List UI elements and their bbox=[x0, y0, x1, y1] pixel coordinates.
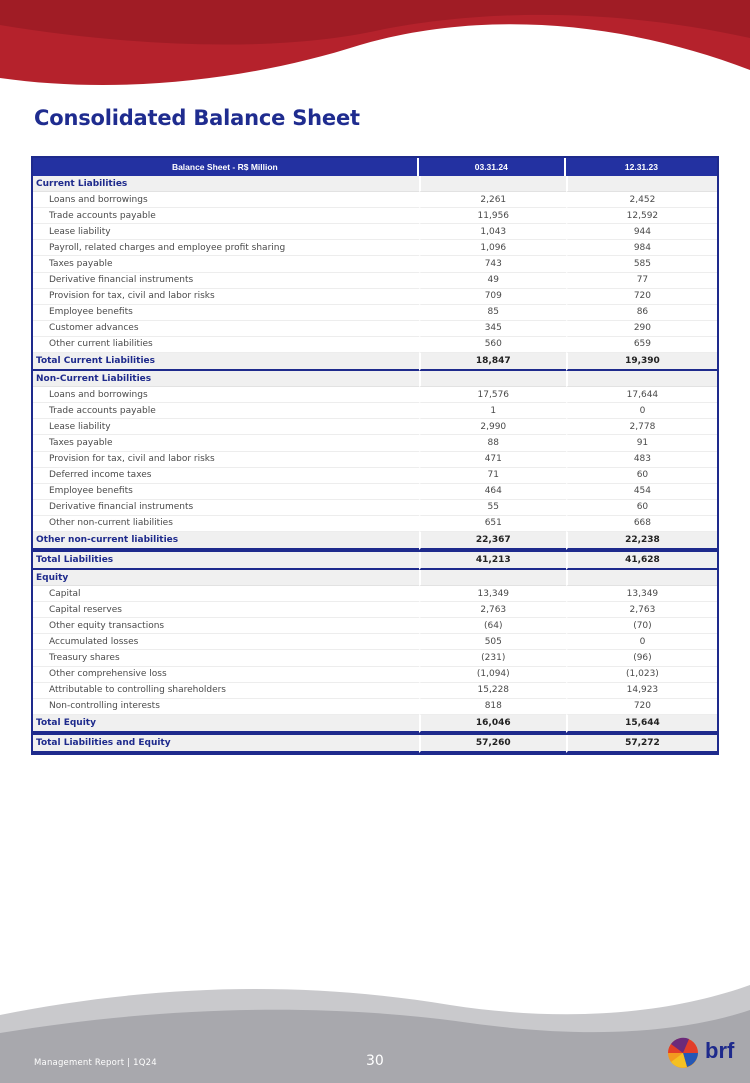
value-03-31-24: 560 bbox=[419, 337, 566, 353]
row-label: Trade accounts payable bbox=[33, 403, 419, 419]
value-03-31-24: 1,043 bbox=[419, 224, 566, 240]
empty-cell bbox=[566, 371, 717, 387]
value-12-31-23: 77 bbox=[566, 273, 717, 289]
value-12-31-23: 60 bbox=[566, 500, 717, 516]
row-label: Total Liabilities and Equity bbox=[33, 735, 419, 753]
table-row bbox=[33, 403, 717, 419]
row-label: Employee benefits bbox=[33, 484, 419, 500]
value-12-31-23: 60 bbox=[566, 468, 717, 484]
section-heading: Current Liabilities bbox=[33, 176, 419, 192]
row-label: Treasury shares bbox=[33, 650, 419, 666]
table-row bbox=[33, 273, 717, 289]
table-row bbox=[33, 208, 717, 224]
row-label: Non-controlling interests bbox=[33, 699, 419, 715]
value-03-31-24: 471 bbox=[419, 452, 566, 468]
row-label: Other equity transactions bbox=[33, 618, 419, 634]
table-row bbox=[33, 667, 717, 683]
row-label: Derivative financial instruments bbox=[33, 500, 419, 516]
value-03-31-24: 345 bbox=[419, 321, 566, 337]
value-12-31-23: 0 bbox=[566, 634, 717, 650]
value-12-31-23: 0 bbox=[566, 403, 717, 419]
table-row bbox=[33, 452, 717, 468]
value-12-31-23: (70) bbox=[566, 618, 717, 634]
row-label: Total Current Liabilities bbox=[33, 353, 419, 371]
section-heading: Equity bbox=[33, 570, 419, 586]
value-03-31-24: 22,367 bbox=[419, 532, 566, 550]
value-12-31-23: 2,452 bbox=[566, 192, 717, 208]
value-03-31-24: 17,576 bbox=[419, 387, 566, 403]
table-row bbox=[33, 602, 717, 618]
value-03-31-24: 1 bbox=[419, 403, 566, 419]
table-row bbox=[33, 256, 717, 272]
section-heading-row bbox=[33, 176, 717, 192]
header-period-2: 12.31.23 bbox=[566, 158, 717, 176]
grand-total-row bbox=[33, 735, 717, 753]
value-12-31-23: 12,592 bbox=[566, 208, 717, 224]
value-03-31-24: 41,213 bbox=[419, 552, 566, 570]
value-12-31-23: 19,390 bbox=[566, 353, 717, 371]
table-row bbox=[33, 683, 717, 699]
value-03-31-24: 16,046 bbox=[419, 715, 566, 733]
row-label: Employee benefits bbox=[33, 305, 419, 321]
row-label: Loans and borrowings bbox=[33, 192, 419, 208]
value-12-31-23: 86 bbox=[566, 305, 717, 321]
header-wave bbox=[0, 0, 750, 92]
value-12-31-23: 585 bbox=[566, 256, 717, 272]
table-row bbox=[33, 337, 717, 353]
table-row bbox=[33, 484, 717, 500]
value-03-31-24: 505 bbox=[419, 634, 566, 650]
value-12-31-23: 944 bbox=[566, 224, 717, 240]
table-row bbox=[33, 516, 717, 532]
empty-cell bbox=[566, 570, 717, 586]
table-row bbox=[33, 586, 717, 602]
value-12-31-23: 984 bbox=[566, 240, 717, 256]
value-12-31-23: 41,628 bbox=[566, 552, 717, 570]
value-03-31-24: 15,228 bbox=[419, 683, 566, 699]
table-row bbox=[33, 435, 717, 451]
header-period-1: 03.31.24 bbox=[419, 158, 566, 176]
row-label: Capital bbox=[33, 586, 419, 602]
row-label: Taxes payable bbox=[33, 435, 419, 451]
section-heading-row bbox=[33, 371, 717, 387]
row-label: Total Equity bbox=[33, 715, 419, 733]
row-label: Accumulated losses bbox=[33, 634, 419, 650]
table-header-row bbox=[33, 158, 717, 176]
value-03-31-24: 55 bbox=[419, 500, 566, 516]
value-12-31-23: 14,923 bbox=[566, 683, 717, 699]
value-12-31-23: 22,238 bbox=[566, 532, 717, 550]
value-12-31-23: 454 bbox=[566, 484, 717, 500]
section-total-row bbox=[33, 353, 717, 371]
table-row bbox=[33, 192, 717, 208]
table-row bbox=[33, 618, 717, 634]
value-12-31-23: 2,778 bbox=[566, 419, 717, 435]
page-title: Consolidated Balance Sheet bbox=[34, 106, 360, 130]
empty-cell bbox=[566, 176, 717, 192]
row-label: Lease liability bbox=[33, 419, 419, 435]
value-12-31-23: 91 bbox=[566, 435, 717, 451]
value-03-31-24: 13,349 bbox=[419, 586, 566, 602]
value-12-31-23: 720 bbox=[566, 699, 717, 715]
value-03-31-24: 818 bbox=[419, 699, 566, 715]
row-label: Customer advances bbox=[33, 321, 419, 337]
table-row bbox=[33, 468, 717, 484]
table-row bbox=[33, 224, 717, 240]
value-03-31-24: 71 bbox=[419, 468, 566, 484]
row-label: Lease liability bbox=[33, 224, 419, 240]
row-label: Total Liabilities bbox=[33, 552, 419, 570]
empty-cell bbox=[419, 371, 566, 387]
table-row bbox=[33, 419, 717, 435]
total-liabilities-row bbox=[33, 552, 717, 570]
row-label: Trade accounts payable bbox=[33, 208, 419, 224]
empty-cell bbox=[419, 570, 566, 586]
table-row bbox=[33, 634, 717, 650]
value-12-31-23: 290 bbox=[566, 321, 717, 337]
value-03-31-24: 88 bbox=[419, 435, 566, 451]
total-equity-row bbox=[33, 715, 717, 733]
table-body bbox=[33, 176, 717, 753]
empty-cell bbox=[419, 176, 566, 192]
section-heading: Non-Current Liabilities bbox=[33, 371, 419, 387]
section-heading-row bbox=[33, 570, 717, 586]
value-03-31-24: 85 bbox=[419, 305, 566, 321]
value-12-31-23: (96) bbox=[566, 650, 717, 666]
value-12-31-23: 17,644 bbox=[566, 387, 717, 403]
table-row bbox=[33, 500, 717, 516]
value-12-31-23: 15,644 bbox=[566, 715, 717, 733]
row-label: Loans and borrowings bbox=[33, 387, 419, 403]
value-03-31-24: (231) bbox=[419, 650, 566, 666]
header-label: Balance Sheet - R$ Million bbox=[33, 158, 419, 176]
row-label: Other comprehensive loss bbox=[33, 667, 419, 683]
row-label: Provision for tax, civil and labor risks bbox=[33, 289, 419, 305]
value-03-31-24: 464 bbox=[419, 484, 566, 500]
table-row bbox=[33, 240, 717, 256]
value-03-31-24: 2,990 bbox=[419, 419, 566, 435]
value-03-31-24: 651 bbox=[419, 516, 566, 532]
value-03-31-24: 2,763 bbox=[419, 602, 566, 618]
value-12-31-23: 2,763 bbox=[566, 602, 717, 618]
value-12-31-23: 57,272 bbox=[566, 735, 717, 753]
row-label: Derivative financial instruments bbox=[33, 273, 419, 289]
row-label: Attributable to controlling shareholders bbox=[33, 683, 419, 699]
row-label: Deferred income taxes bbox=[33, 468, 419, 484]
value-03-31-24: 709 bbox=[419, 289, 566, 305]
value-03-31-24: 1,096 bbox=[419, 240, 566, 256]
balance-sheet-table bbox=[31, 156, 719, 755]
row-label: Taxes payable bbox=[33, 256, 419, 272]
row-label: Capital reserves bbox=[33, 602, 419, 618]
table-row bbox=[33, 305, 717, 321]
row-label: Other non-current liabilities bbox=[33, 532, 419, 550]
value-12-31-23: 659 bbox=[566, 337, 717, 353]
page-number: 30 bbox=[366, 1053, 384, 1069]
value-03-31-24: 743 bbox=[419, 256, 566, 272]
table-row bbox=[33, 289, 717, 305]
value-12-31-23: 668 bbox=[566, 516, 717, 532]
row-label: Other current liabilities bbox=[33, 337, 419, 353]
value-12-31-23: (1,023) bbox=[566, 667, 717, 683]
row-label: Provision for tax, civil and labor risks bbox=[33, 452, 419, 468]
value-03-31-24: 57,260 bbox=[419, 735, 566, 753]
value-03-31-24: (1,094) bbox=[419, 667, 566, 683]
value-12-31-23: 13,349 bbox=[566, 586, 717, 602]
table-row bbox=[33, 387, 717, 403]
value-12-31-23: 483 bbox=[566, 452, 717, 468]
table-row bbox=[33, 650, 717, 666]
value-03-31-24: 11,956 bbox=[419, 208, 566, 224]
row-label: Other non-current liabilities bbox=[33, 516, 419, 532]
footer-report-label: Management Report | 1Q24 bbox=[34, 1058, 157, 1068]
value-03-31-24: 49 bbox=[419, 273, 566, 289]
value-12-31-23: 720 bbox=[566, 289, 717, 305]
value-03-31-24: 18,847 bbox=[419, 353, 566, 371]
table-row bbox=[33, 699, 717, 715]
value-03-31-24: 2,261 bbox=[419, 192, 566, 208]
table-row bbox=[33, 321, 717, 337]
logo-text: brf bbox=[705, 1038, 735, 1063]
section-total-row bbox=[33, 532, 717, 550]
row-label: Payroll, related charges and employee profit sharing bbox=[33, 240, 419, 256]
value-03-31-24: (64) bbox=[419, 618, 566, 634]
